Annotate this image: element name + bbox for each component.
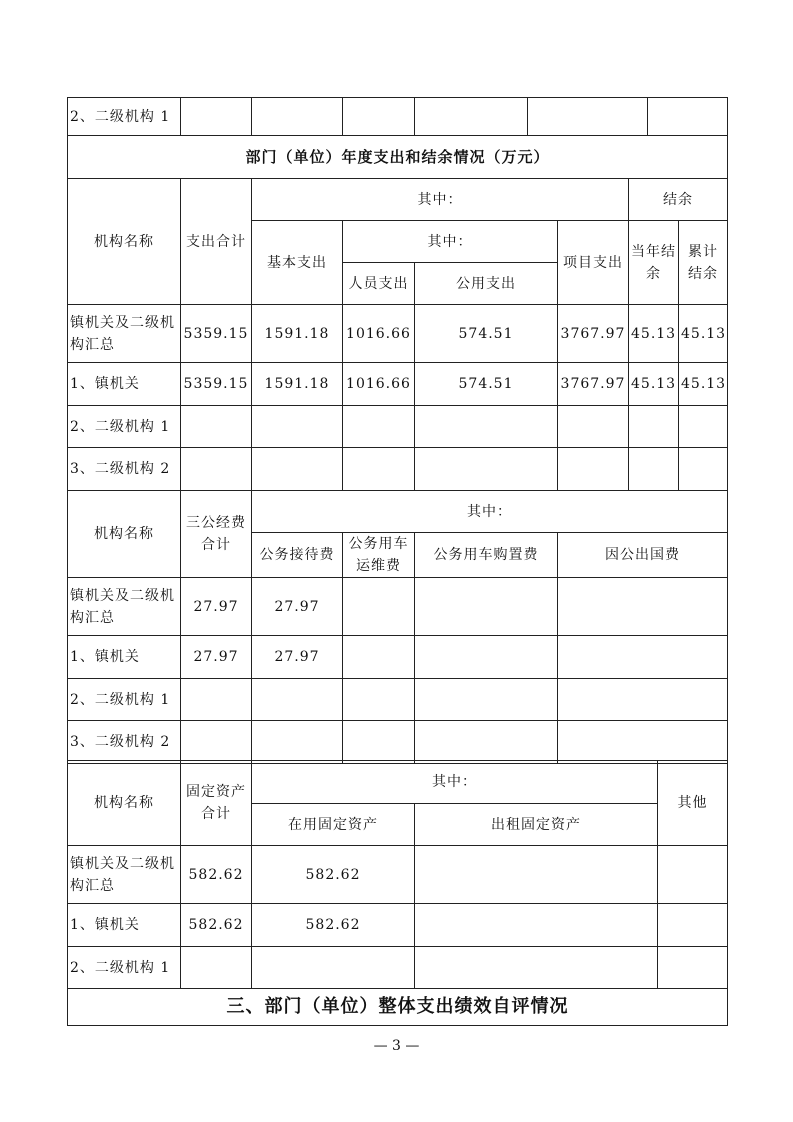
header-basic: 基本支出 <box>252 221 343 305</box>
expenditure-table <box>67 135 728 491</box>
empty-cell <box>415 578 558 636</box>
header-of-which2: 其中： <box>343 221 558 263</box>
cell-personnel <box>343 406 415 448</box>
cell-total <box>181 406 252 448</box>
empty-cell <box>558 578 728 636</box>
table-row <box>68 721 728 764</box>
cell-project: 3767.97 <box>558 363 629 406</box>
header-leased: 出租固定资产 <box>415 804 658 846</box>
header-name: 机构名称 <box>68 761 181 846</box>
table-row <box>68 846 728 904</box>
empty-cell <box>415 636 558 679</box>
empty-cell <box>415 679 558 721</box>
cell-in_use: 582.62 <box>252 846 415 904</box>
empty-cell <box>415 846 658 904</box>
cell-public: 574.51 <box>415 363 558 406</box>
cell-total <box>181 947 252 989</box>
org-name: 2、二级机构 1 <box>68 98 181 136</box>
cell-total: 5359.15 <box>181 305 252 363</box>
table-row <box>68 578 728 636</box>
header-total: 三公经费合计 <box>181 491 252 578</box>
cell-basic <box>252 406 343 448</box>
cell-cumulative: 45.13 <box>679 363 728 406</box>
empty-cell <box>658 904 728 947</box>
header-name: 机构名称 <box>68 179 181 305</box>
cell-total <box>181 448 252 491</box>
cell-current <box>629 406 679 448</box>
cell-total: 27.97 <box>181 578 252 636</box>
header-personnel: 人员支出 <box>343 263 415 305</box>
cell-in_use: 582.62 <box>252 904 415 947</box>
cell-public: 574.51 <box>415 305 558 363</box>
cell-name: 1、镇机关 <box>68 636 181 679</box>
three-public-table <box>67 490 728 764</box>
header-other: 其他 <box>658 761 728 846</box>
table-row <box>68 448 728 491</box>
header-total: 固定资产合计 <box>181 761 252 846</box>
header-public: 公用支出 <box>415 263 558 305</box>
header-in-use: 在用固定资产 <box>252 804 415 846</box>
header-of-which: 其中： <box>252 491 728 533</box>
empty-cell <box>343 578 415 636</box>
header-project: 项目支出 <box>558 221 629 305</box>
cell-cumulative: 45.13 <box>679 305 728 363</box>
empty-cell <box>658 947 728 989</box>
header-current: 当年结余 <box>629 221 679 305</box>
header-balance: 结余 <box>629 179 728 221</box>
cell-reception <box>252 679 343 721</box>
table-row <box>68 305 728 363</box>
section-title: 三、部门（单位）整体支出绩效自评情况 <box>68 989 728 1026</box>
cell-name: 镇机关及二级机构汇总 <box>68 846 181 904</box>
cell-basic: 1591.18 <box>252 363 343 406</box>
cell-name: 3、二级机构 2 <box>68 721 181 764</box>
cell-total: 582.62 <box>181 904 252 947</box>
cell-name: 2、二级机构 1 <box>68 679 181 721</box>
header-total: 支出合计 <box>181 179 252 305</box>
header-reception: 公务接待费 <box>252 533 343 578</box>
empty-cell <box>558 721 728 764</box>
cell-project <box>558 406 629 448</box>
cell-total: 5359.15 <box>181 363 252 406</box>
table-row <box>68 904 728 947</box>
cell-basic: 1591.18 <box>252 305 343 363</box>
cell-reception <box>252 721 343 764</box>
cell-name: 镇机关及二级机构汇总 <box>68 578 181 636</box>
cell-public <box>415 448 558 491</box>
empty-cell <box>415 947 658 989</box>
cell-name: 2、二级机构 1 <box>68 406 181 448</box>
table-row <box>68 406 728 448</box>
assets-table <box>67 760 728 1026</box>
header-vehicle-buy: 公务用车购置费 <box>415 533 558 578</box>
cell-in_use <box>252 947 415 989</box>
expenditure-title: 部门（单位）年度支出和结余情况（万元） <box>68 136 728 179</box>
table-row <box>68 679 728 721</box>
cell-current <box>629 448 679 491</box>
cell-project: 3767.97 <box>558 305 629 363</box>
cell-public <box>415 406 558 448</box>
header-of-which: 其中： <box>252 761 658 804</box>
cell-name: 2、二级机构 1 <box>68 947 181 989</box>
empty-cell <box>343 679 415 721</box>
cell-personnel: 1016.66 <box>343 305 415 363</box>
cell-personnel: 1016.66 <box>343 363 415 406</box>
table-row <box>68 947 728 989</box>
cell-name: 1、镇机关 <box>68 363 181 406</box>
top-row-table <box>67 97 728 136</box>
header-abroad: 因公出国费 <box>558 533 728 578</box>
cell-cumulative <box>679 448 728 491</box>
empty-cell <box>343 721 415 764</box>
table-row <box>68 636 728 679</box>
cell-total <box>181 721 252 764</box>
cell-name: 3、二级机构 2 <box>68 448 181 491</box>
cell-name: 1、镇机关 <box>68 904 181 947</box>
table-row <box>68 363 728 406</box>
cell-current: 45.13 <box>629 305 679 363</box>
cell-basic <box>252 448 343 491</box>
empty-cell <box>658 846 728 904</box>
empty-cell <box>415 904 658 947</box>
header-vehicle-ops: 公务用车运维费 <box>343 533 415 578</box>
empty-cell <box>558 679 728 721</box>
cell-total: 27.97 <box>181 636 252 679</box>
header-name: 机构名称 <box>68 491 181 578</box>
empty-cell <box>415 721 558 764</box>
empty-cell <box>558 636 728 679</box>
header-of-which: 其中： <box>252 179 629 221</box>
cell-project <box>558 448 629 491</box>
cell-cumulative <box>679 406 728 448</box>
cell-current: 45.13 <box>629 363 679 406</box>
cell-personnel <box>343 448 415 491</box>
cell-name: 镇机关及二级机构汇总 <box>68 305 181 363</box>
cell-reception: 27.97 <box>252 578 343 636</box>
header-cumulative: 累计结余 <box>679 221 728 305</box>
cell-reception: 27.97 <box>252 636 343 679</box>
cell-total <box>181 679 252 721</box>
cell-total: 582.62 <box>181 846 252 904</box>
empty-cell <box>343 636 415 679</box>
page-number: — 3 — <box>373 1038 420 1054</box>
